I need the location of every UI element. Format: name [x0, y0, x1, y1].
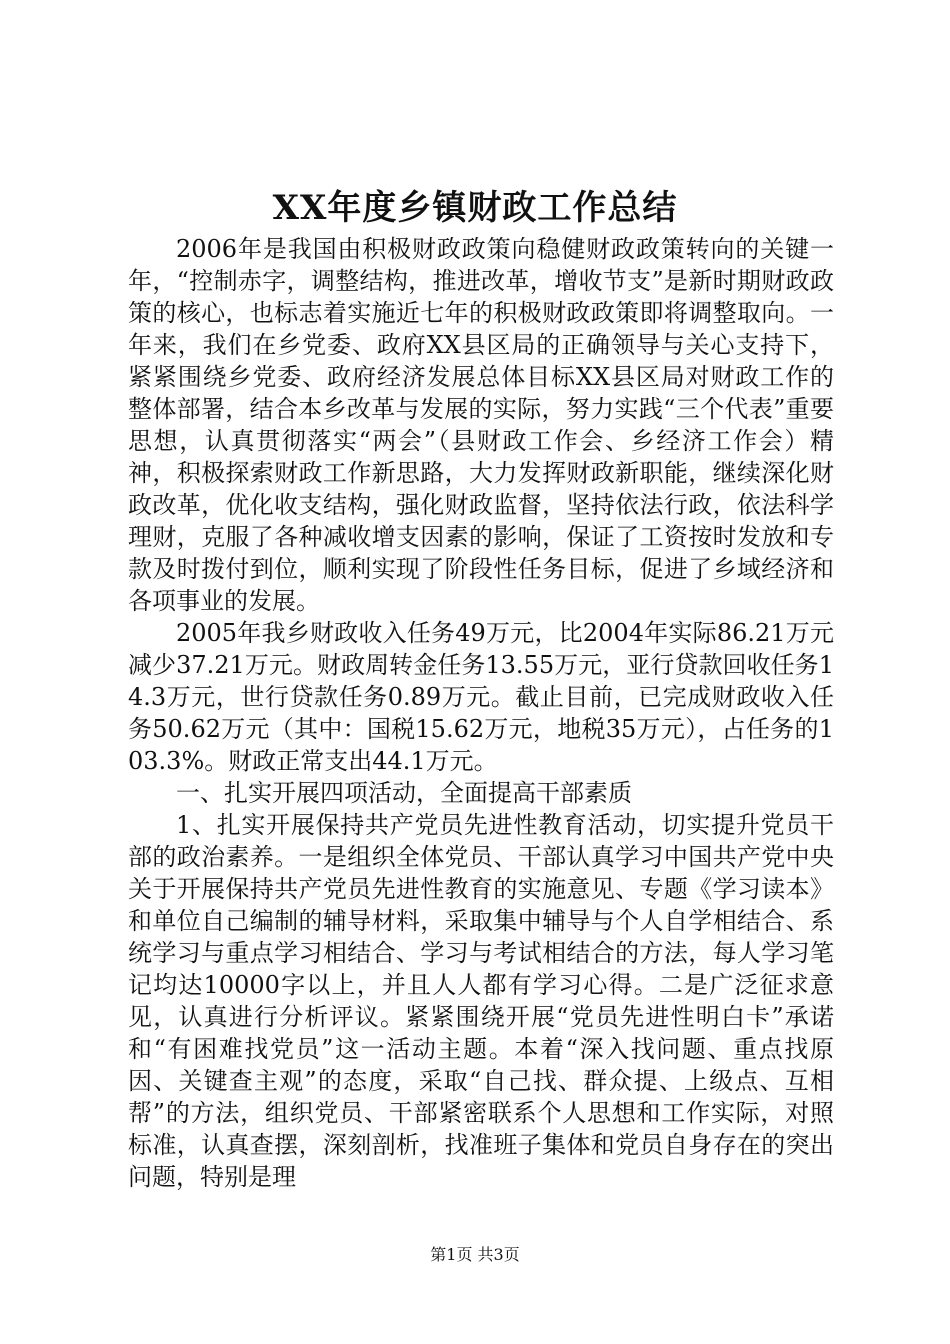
- section-heading-1: 一、扎实开展四项活动，全面提高干部素质: [176, 779, 632, 807]
- document-title: XX年度乡镇财政工作总结: [272, 188, 678, 228]
- paragraph-intro: 2006年是我国由积极财政政策向稳健财政政策转向的关键一年，“控制赤字，调整结构，推进改革，增收节支”是新时期财政政策的核心，也标志着实施近七年的积极财政政策即将调整取向。一年来，我们在乡党委、政府XX县区局的正确领导与关心支持下，紧紧围绕乡党委、政府经济发展总体目标XX县区局对财政工作的整体部署，结合本乡改革与发展的实际，努力实践“三个代表”重要思想，认真贯彻落实“两会”（县财政工作会、乡经济工作会）精神，积极探索财政工作新思路，大力发挥财政新职能，继续深化财政改革，优化收支结构，强化财政监督，坚持依法行政，依法科学理财，克服了各种减收增支因素的影响，保证了工资按时发放和专款及时拨付到位，顺利实现了阶段性任务目标，促进了乡域经济和各项事业的发展。: [128, 235, 834, 615]
- page-footer: 第1页 共3页: [430, 1245, 520, 1264]
- paragraph-party-education: 1、扎实开展保持共产党员先进性教育活动，切实提升党员干部的政治素养。一是组织全体党员、干部认真学习中国共产党中央关于开展保持共产党员先进性教育的实施意见、专题《学习读本》和单位自己编制的辅导材料，采取集中辅导与个人自学相结合、系统学习与重点学习相结合、学习与考试相结合的方法，每人学习笔记均达10000字以上，并且人人都有学习心得。二是广泛征求意见，认真进行分析评议。紧紧围绕开展“党员先进性明白卡”承诺和“有困难找党员”这一活动主题。本着“深入找问题、重点找原因、关键查主观”的态度，采取“自己找、群众提、上级点、互相帮”的方法，组织党员、干部紧密联系个人思想和工作实际，对照标准，认真查摆，深刻剖析，找准班子集体和党员自身存在的突出问题，特别是理: [128, 811, 834, 1191]
- paragraph-revenue-summary: 2005年我乡财政收入任务49万元，比2004年实际86.21万元减少37.21万元。财政周转金任务13.55万元，亚行贷款回收任务14.3万元，世行贷款任务0.89万元。截止目前，已完成财政收入任务50.62万元（其中：国税15.62万元，地税35万元），占任务的103.3%。财政正常支出44.1万元。: [128, 619, 834, 775]
- document-body: [128, 233, 834, 1193]
